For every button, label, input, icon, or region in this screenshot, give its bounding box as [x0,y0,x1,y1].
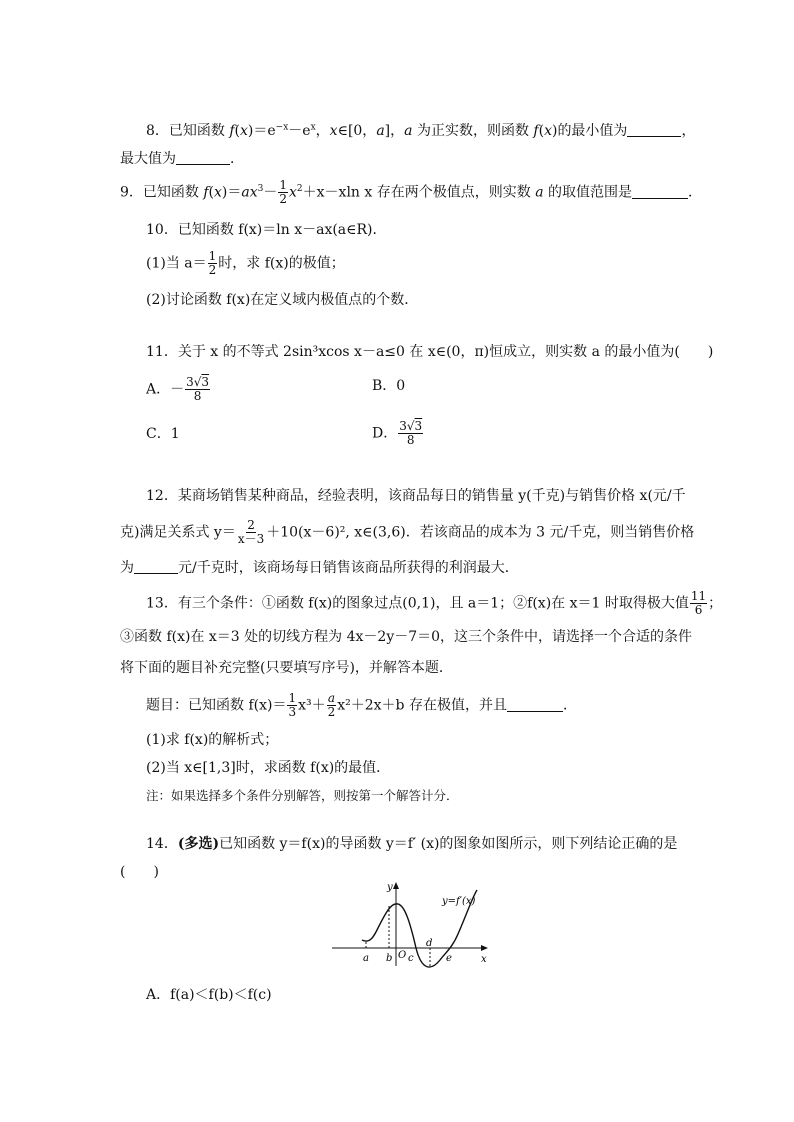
q11-option-d: D． $\frac{3√3}{8}$ [372,419,423,447]
q11-option-c: C．1 [146,426,180,442]
q12-line-3: 为 元/千克时，该商场每日销售该商品所获得的利润最大． [120,560,519,576]
q14-line-2: ( ) [120,864,159,880]
q14-option-a: A．f(a)＜f(b)＜f(c) [146,987,272,1003]
graph-point-b: b [386,953,393,964]
q11-option-b: B．0 [372,378,406,394]
q12-line-2: 克)满足关系式 y＝ $\frac{2}{x-3}$ ＋10(x－6)², x∈(3,6)．若该商品的成本为 3 元/千克，则当销售价格 [120,518,695,546]
y-axis-arrow [393,882,399,889]
q14-line-1: 14．(多选)已知函数 y＝f(x)的导函数 y＝f′ (x)的图象如图所示，则下列结论正确的是 [146,836,678,852]
q13-part-2: (2)当 x∈[1,3]时，求函数 f(x)的最值． [146,760,391,776]
q11-option-a: A．－ $\frac{3√3}{8}$ [146,375,210,403]
graph-point-o: O [398,950,407,961]
q8-answer-blank-max [176,150,230,165]
q9-line: 9．已知函数 $f(x)=ax^3-$ $\frac{1}{2}$ $x^2+x-xln$ x 存在两个极值点，则实数 a 的取值范围是 ． [120,178,702,206]
q12-line-1: 12．某商场销售某种商品，经验表明，该商品每日的销售量 y(千克)与销售价格 x(元/千 [146,488,686,504]
q13-line-4: 题目：已知函数 f(x)＝ $\frac{1}{3}$ x³＋ $\frac{a}{2}$ x²＋2x＋b 存在极值，并且 ． [146,691,577,719]
graph-point-d: d [426,938,433,949]
x-axis-arrow [481,945,488,951]
q13-line-1: 13．有三个条件：①函数 f(x)的图象过点(0,1)，且 a＝1；②f(x)在 x＝1 时取得极大值 $\frac{11}{6}$ ； [146,589,723,617]
q13-part-1: (1)求 f(x)的解析式； [146,732,279,748]
graph-point-a: a [363,953,369,964]
q8-line-1: 8．已知函数 $f(x)=e^{-x}-e^x$，x∈[0，a]，a 为正实数，则函数 f(x)的最小值为 ， [146,122,696,139]
graph-y-label: y [387,882,393,893]
graph-x-label: x [481,954,487,965]
q13-note: 注：如果选择多个条件分别解答，则按第一个解答计分． [146,788,459,803]
q10-part-2: (2)讨论函数 f(x)在定义域内极值点的个数． [146,292,419,308]
q9-answer-blank [632,184,688,199]
q11-stem: 11．关于 x 的不等式 2sin³xcos x－a≤0 在 x∈(0，π)恒成立，则实数 a 的最小值为( ) [146,344,714,360]
q13-answer-blank [507,697,563,712]
q10-part-1: (1)当 a＝ $\frac{1}{2}$ 时，求 f(x)的极值； [146,249,345,277]
graph-point-e: e [446,953,452,964]
derivative-graph [330,878,500,968]
graph-curve-label: y=f′(x) [442,896,476,907]
graph-point-c: c [408,953,414,964]
q9-fraction: $\frac{1}{2}$ [279,178,288,206]
q12-answer-blank [134,559,178,574]
q8-line-2: 最大值为 ． [120,151,244,167]
q13-line-2: ③函数 f(x)在 x＝3 处的切线方程为 4x－2y－7＝0，这三个条件中，请选择一个合适的条件 [120,629,693,645]
q10-stem: 10．已知函数 f(x)＝ln x－ax(a∈R)． [146,222,387,238]
q8-answer-blank-min [627,122,681,137]
q13-line-3: 将下面的题目补充完整(只要填写序号)，并解答本题． [120,660,453,676]
